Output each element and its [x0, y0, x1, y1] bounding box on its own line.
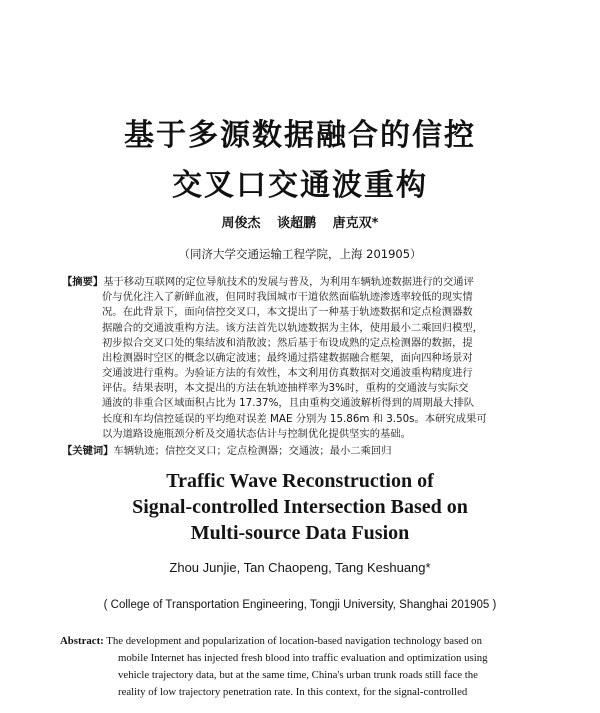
- keywords-label: 【关键词】: [62, 445, 114, 457]
- keywords-text: 车辆轨迹；信控交叉口；定点检测器；交通波；最小二乘回归: [113, 445, 392, 457]
- abstract-line: 交通波进行重构。为验证方法的有效性，本文利用仿真数据对交通波重构精度进行: [102, 367, 473, 380]
- chinese-authors: [0, 212, 600, 231]
- abstract-line: reality of low trajectory penetration rate. In this context, for the signal-controlled: [118, 686, 468, 698]
- english-abstract: [60, 633, 552, 701]
- english-authors: Zhou Junjie, Tan Chaopeng, Tang Keshuang*: [169, 560, 431, 575]
- abstract-line: 评估。结果表明，本文提出的方法在轨迹抽样率为3%时，重构的交通波与实际交: [102, 382, 469, 395]
- english-title-line-3: Multi-source Data Fusion: [190, 522, 410, 544]
- abstract-line: 初步拟合交叉口处的集结波和消散波；然后基于布设成熟的定点检测器的数据，提: [102, 336, 473, 349]
- chinese-keywords: [62, 442, 548, 457]
- abstract-line: 价与优化注入了新鲜血液，但同时我国城市干道依然面临轨迹渗透率较低的现实情: [102, 291, 473, 304]
- abstract-line: 【摘要】基于移动互联网的定位导航技术的发展与普及，为利用车辆轨迹数据进行的交通评: [62, 276, 474, 288]
- abstract-line: 据融合的交通波重构方法。该方法首先以轨迹数据为主体，使用最小二乘回归模型，: [102, 321, 483, 334]
- chinese-abstract: [62, 275, 548, 442]
- english-title-line-2: Signal-controlled Intersection Based on: [132, 496, 468, 518]
- abstract-label: Abstract:: [60, 635, 104, 647]
- abstract-line: 通波的非重合区域面积占比为 17.37%，且由重构交通波解析得到的周期最大排队: [102, 397, 475, 410]
- abstract-line: Abstract: The development and popularization of location-based navigation technology based on: [60, 635, 482, 647]
- english-affiliation: ( College of Transportation Engineering, Tongji University, Shanghai 201905 ): [103, 599, 497, 611]
- chinese-affiliation: （同济大学交通运输工程学院，上海 201905）: [178, 247, 422, 261]
- abstract-line: 以为道路设施瓶颈分析及交通状态估计与控制优化提供坚实的基础。: [102, 427, 411, 440]
- english-title-line-1: Traffic Wave Reconstruction of: [166, 470, 434, 492]
- author-2: 谈超鹏: [277, 216, 317, 231]
- chinese-title-line-2: 交叉口交通波重构: [172, 168, 428, 203]
- author-1: 周俊杰: [221, 216, 261, 231]
- abstract-line: 况。在此背景下，面向信控交叉口，本文提出了一种基于轨迹数据和定点检测器数: [102, 306, 473, 319]
- abstract-line: mobile Internet has injected fresh blood into traffic evaluation and optimization using: [118, 652, 488, 664]
- abstract-label: 【摘要】: [62, 276, 104, 288]
- abstract-line: 出检测器时空区的概念以确定波速；最终通过搭建数据融合框架，面向四种场景对: [102, 351, 473, 364]
- chinese-title-line-1: 基于多源数据融合的信控: [124, 118, 476, 153]
- abstract-line: 长度和车均信控延误的平均绝对误差 MAE 分别为 15.86m 和 3.50s。本研究成果可: [102, 412, 487, 425]
- author-3: 唐克双*: [332, 216, 379, 231]
- abstract-line: vehicle trajectory data, but at the same time, China's urban trunk roads still face the: [118, 669, 478, 681]
